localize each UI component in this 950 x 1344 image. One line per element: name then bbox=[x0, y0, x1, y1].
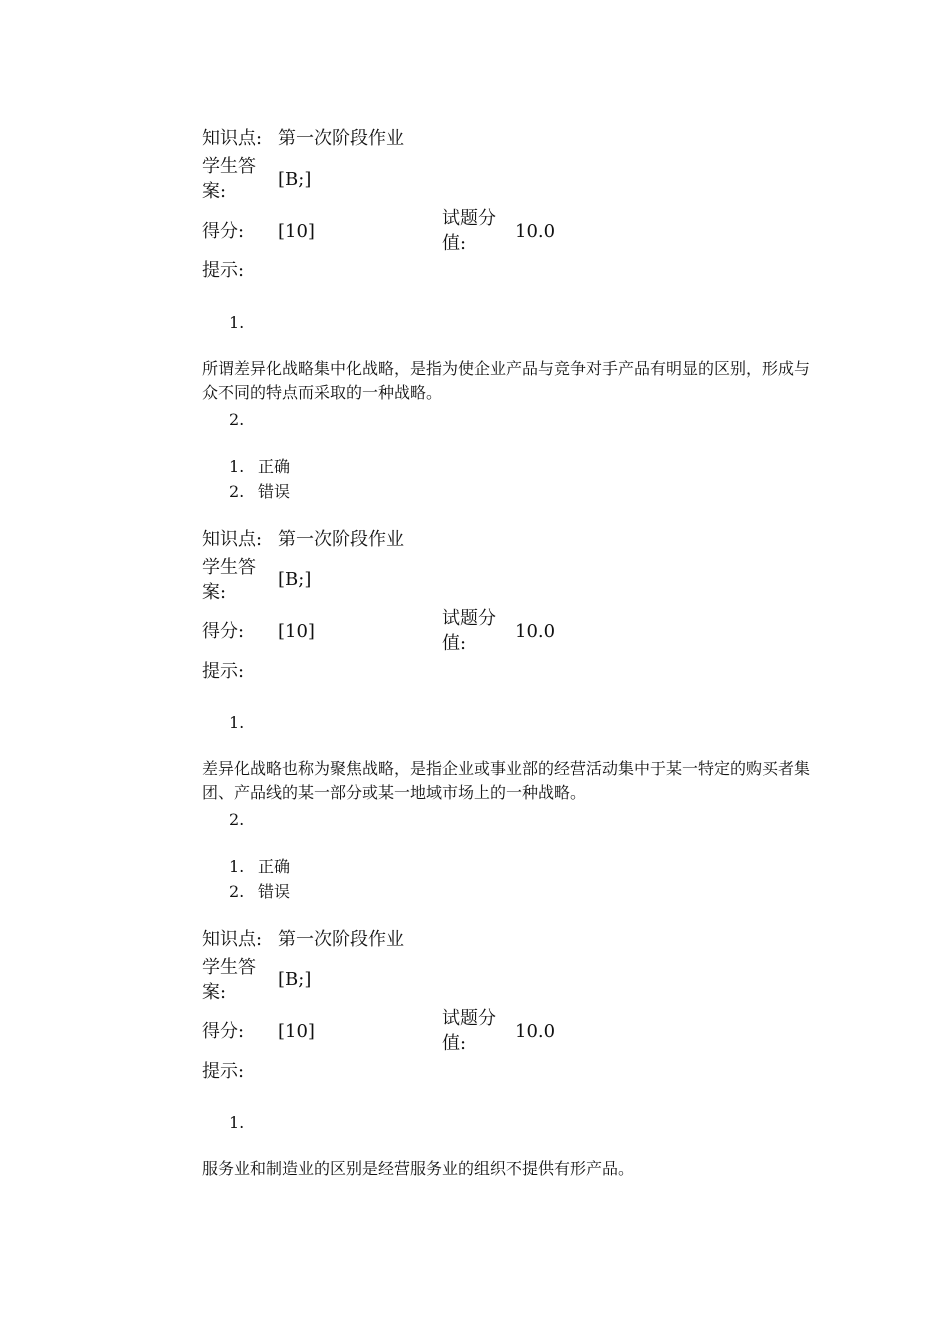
answer-value: [B;] bbox=[278, 169, 312, 190]
points-label-line1: 试题分 bbox=[442, 208, 496, 229]
hint-label: 提示: bbox=[202, 1061, 245, 1082]
points-value: 10.0 bbox=[515, 621, 556, 642]
option-number: 2. bbox=[229, 482, 245, 501]
points-value: 10.0 bbox=[515, 1021, 556, 1042]
points-label-line2: 值: bbox=[442, 633, 467, 654]
option-number: 1. bbox=[229, 457, 245, 476]
question-number: 1. bbox=[229, 1113, 245, 1132]
answer-label-line1: 学生答 bbox=[202, 156, 256, 177]
score-label: 得分: bbox=[202, 621, 245, 642]
question-text: 差异化战略也称为聚焦战略，是指企业或事业部的经营活动集中于某一特定的购买者集团、产品线的某一部分或某一地域市场上的一种战略。 bbox=[202, 759, 811, 802]
knowledge-label: 知识点: bbox=[202, 529, 263, 550]
score-label: 得分: bbox=[202, 1021, 245, 1042]
answer-label-line2: 案: bbox=[202, 982, 227, 1003]
knowledge-value: 第一次阶段作业 bbox=[278, 929, 404, 950]
question-sub-number: 2. bbox=[229, 410, 245, 429]
answer-label-line1: 学生答 bbox=[202, 957, 256, 978]
answer-value: [B;] bbox=[278, 569, 312, 590]
answer-value: [B;] bbox=[278, 969, 312, 990]
option-true[interactable]: 正确 bbox=[258, 857, 291, 876]
question-sub-number: 2. bbox=[229, 810, 245, 829]
option-false[interactable]: 错误 bbox=[258, 882, 291, 901]
option-false[interactable]: 错误 bbox=[258, 482, 291, 501]
knowledge-label: 知识点: bbox=[202, 128, 263, 149]
answer-label-line2: 案: bbox=[202, 582, 227, 603]
option-number: 1. bbox=[229, 857, 245, 876]
score-value: [10] bbox=[278, 221, 315, 242]
answer-label-line2: 案: bbox=[202, 181, 227, 202]
answer-label-line1: 学生答 bbox=[202, 557, 256, 578]
question-number: 1. bbox=[229, 713, 245, 732]
knowledge-value: 第一次阶段作业 bbox=[278, 529, 404, 550]
question-text: 服务业和制造业的区别是经营服务业的组织不提供有形产品。 bbox=[202, 1159, 635, 1178]
option-number: 2. bbox=[229, 882, 245, 901]
points-label-line1: 试题分 bbox=[442, 1008, 496, 1029]
knowledge-label: 知识点: bbox=[202, 929, 263, 950]
points-label-line1: 试题分 bbox=[442, 608, 496, 629]
hint-label: 提示: bbox=[202, 260, 245, 281]
points-value: 10.0 bbox=[515, 221, 556, 242]
hint-label: 提示: bbox=[202, 661, 245, 682]
question-number: 1. bbox=[229, 313, 245, 332]
question-text: 所谓差异化战略集中化战略，是指为使企业产品与竞争对手产品有明显的区别，形成与众不同的特点而采取的一种战略。 bbox=[202, 359, 811, 402]
points-label-line2: 值: bbox=[442, 233, 467, 254]
score-label: 得分: bbox=[202, 221, 245, 242]
score-value: [10] bbox=[278, 621, 315, 642]
option-true[interactable]: 正确 bbox=[258, 457, 291, 476]
points-label-line2: 值: bbox=[442, 1033, 467, 1054]
score-value: [10] bbox=[278, 1021, 315, 1042]
knowledge-value: 第一次阶段作业 bbox=[278, 128, 404, 149]
